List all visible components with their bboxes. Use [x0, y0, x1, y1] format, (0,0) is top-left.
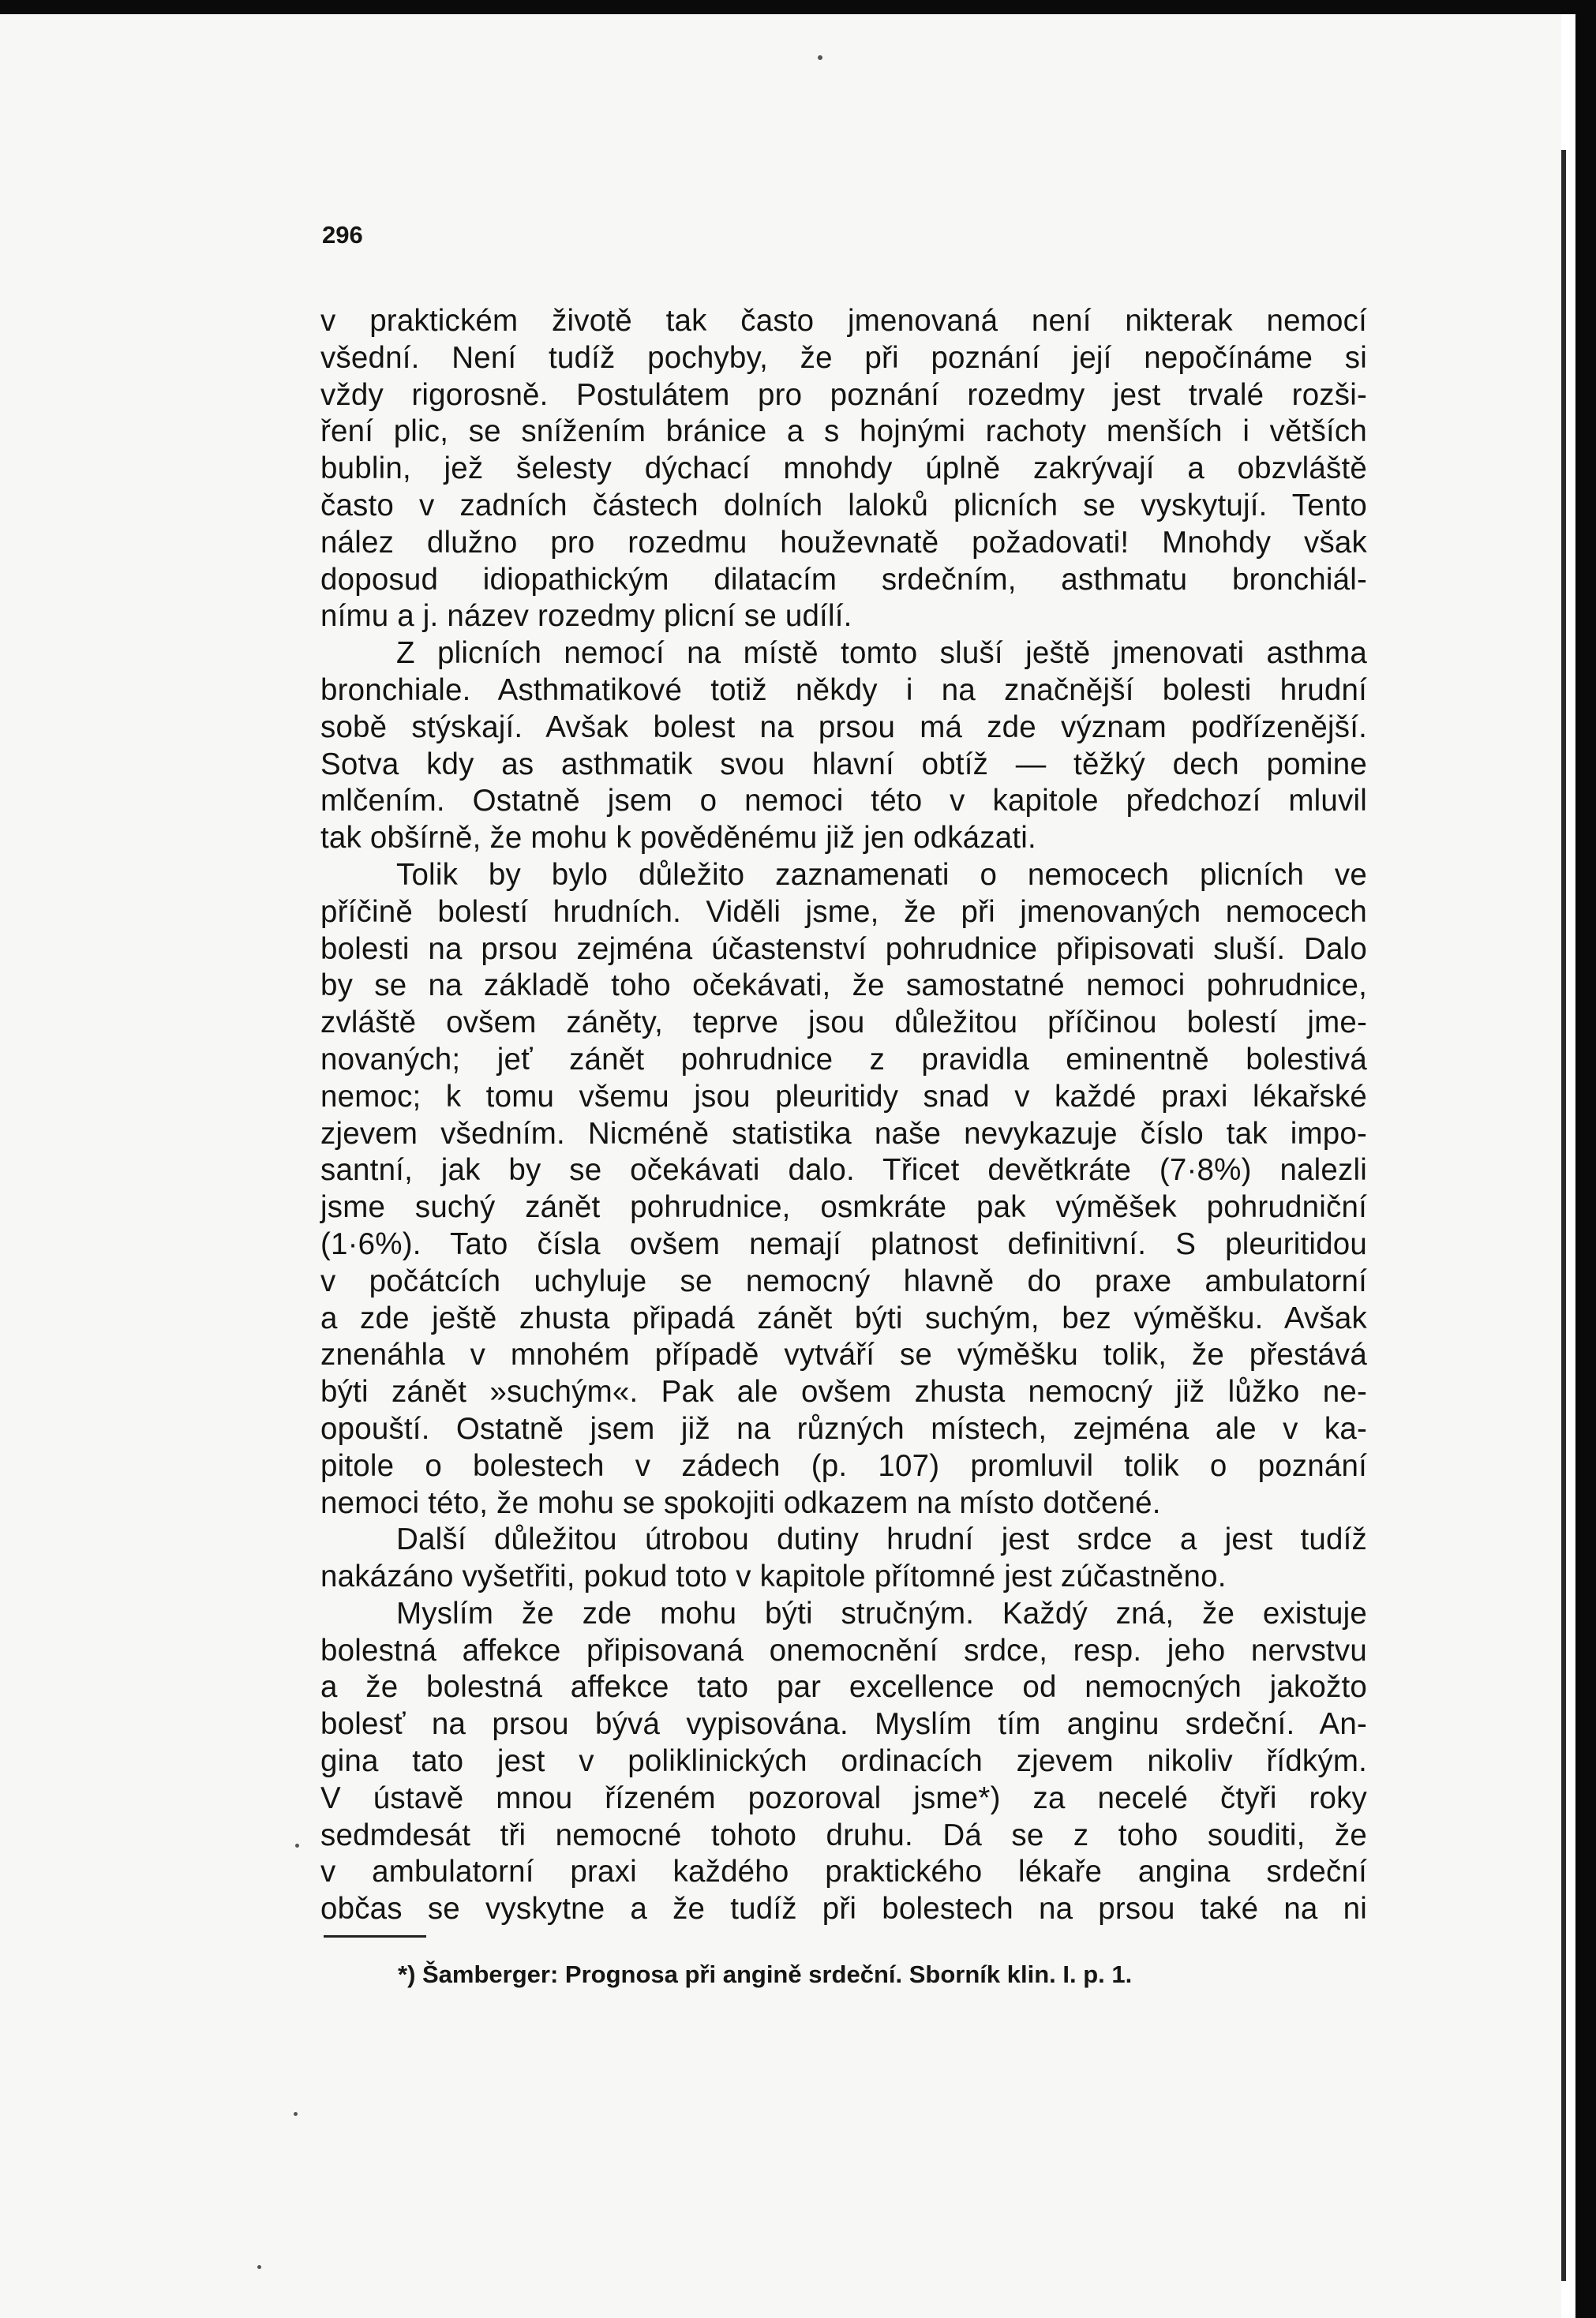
text-line: pitole o bolestech v zádech (p. 107) promluvil tolik o poznání: [320, 1448, 1367, 1483]
text-line: nemoc; k tomu všemu jsou pleuritidy snad v každé praxi lékařské: [320, 1079, 1367, 1114]
text-line: bolesti na prsou zejména účastenství pohrudnice připisovati sluší. Dalo: [320, 931, 1367, 966]
text-line: bublin, jež šelesty dýchací mnohdy úplně zakrývají a obzvláště: [320, 451, 1367, 486]
text-line: znenáhla v mnohém případě vytváří se výměšku tolik, že přestává: [320, 1338, 1367, 1372]
scan-speck: [818, 55, 822, 60]
body-text: [320, 303, 1367, 1928]
scan-speck: [257, 2265, 261, 2269]
text-line: nález dlužno pro rozedmu houževnatě požadovati! Mnohdy však: [320, 525, 1367, 560]
scan-speck: [294, 2112, 298, 2116]
book-page: [0, 14, 1561, 2318]
text-line: nakázáno vyšetřiti, pokud toto v kapitole přítomné jest zúčastněno.: [320, 1560, 1227, 1594]
text-line: občas se vyskytne a že tudíž při bolestech na prsou také na ni: [320, 1892, 1367, 1927]
text-line: Z plicních nemocí na místě tomto sluší ještě jmenovati asthma: [396, 636, 1367, 671]
text-line: novaných; jeť zánět pohrudnice z pravidla eminentně bolestivá: [320, 1042, 1367, 1077]
text-line: zvláště ovšem záněty, teprve jsou důležitou příčinou bolestí jme-: [320, 1005, 1367, 1040]
footnote-rule: [324, 1935, 426, 1938]
text-line: sedmdesát tři nemocné tohoto druhu. Dá se z toho souditi, že: [320, 1818, 1367, 1852]
text-line: jsme suchý zánět pohrudnice, osmkráte pak výměšek pohrudniční: [320, 1190, 1367, 1225]
text-line: tak obšírně, že mohu k pověděnému již jen odkázati.: [320, 821, 1036, 856]
text-line: santní, jak by se očekávati dalo. Třicet devětkráte (7·8%) nalezli: [320, 1153, 1367, 1188]
text-line: (1·6%). Tato čísla ovšem nemají platnost definitivní. S pleuritidou: [320, 1226, 1367, 1261]
text-line: Tolik by bylo důležito zaznamenati o nemocech plicních ve: [396, 857, 1367, 892]
text-line: v ambulatorní praxi každého praktického lékaře angina srdeční: [320, 1855, 1367, 1889]
text-line: vždy rigorosně. Postulátem pro poznání rozedmy jest trvalé rozši-: [320, 377, 1367, 412]
text-line: bolesť na prsou bývá vypisována. Myslím tím anginu srdeční. An-: [320, 1707, 1367, 1742]
text-line: nemoci této, že mohu se spokojiti odkazem na místo dotčené.: [320, 1485, 1161, 1520]
text-line: ření plic, se snížením bránice a s hojnými rachoty menších i větších: [320, 414, 1367, 449]
text-line: V ústavě mnou řízeném pozoroval jsme*) za necelé čtyři roky: [320, 1781, 1367, 1815]
text-line: nímu a j. název rozedmy plicní se udílí.: [320, 599, 852, 634]
text-line: opouští. Ostatně jsem již na různých místech, zejména ale v ka-: [320, 1411, 1367, 1446]
text-line: a zde ještě zhusta připadá zánět býti suchým, bez výměšku. Avšak: [320, 1301, 1367, 1335]
text-line: příčině bolestí hrudních. Viděli jsme, že při jmenovaných nemocech: [320, 894, 1367, 929]
scan-speck: [295, 1844, 299, 1848]
scan-border-top: [0, 0, 1596, 14]
text-line: často v zadních částech dolních laloků plicních se vyskytují. Tento: [320, 488, 1367, 522]
text-line: v praktickém životě tak často jmenovaná není nikterak nemocí: [320, 304, 1367, 338]
text-line: Sotva kdy as asthmatik svou hlavní obtíž — těžký dech pomine: [320, 747, 1367, 781]
scan-border-right: [1575, 0, 1596, 2318]
text-line: a že bolestná affekce tato par excellence od nemocných jakožto: [320, 1670, 1367, 1705]
text-line: sobě stýskají. Avšak bolest na prsou má zde význam podřízenější.: [320, 710, 1367, 744]
text-line: býti zánět »suchým«. Pak ale ovšem zhusta nemocný již lůžko ne-: [320, 1375, 1367, 1410]
text-line: Myslím že zde mohu býti stručným. Každý zná, že existuje: [396, 1596, 1367, 1631]
scan-border-inner-right: [1561, 150, 1566, 2281]
text-line: mlčením. Ostatně jsem o nemoci této v kapitole předchozí mluvil: [320, 784, 1367, 818]
footnote: *) Šamberger: Prognosa při angině srdeční. Sborník klin. I. p. 1.: [398, 1960, 1133, 1988]
text-line: zjevem všedním. Nicméně statistika naše nevykazuje číslo tak impo-: [320, 1116, 1367, 1151]
text-line: v počátcích uchyluje se nemocný hlavně do praxe ambulatorní: [320, 1264, 1367, 1298]
text-line: bronchiale. Asthmatikové totiž někdy i na značnější bolesti hrudní: [320, 672, 1367, 707]
text-line: by se na základě toho očekávati, že samostatné nemoci pohrudnice,: [320, 968, 1367, 1003]
text-line: bolestná affekce připisovaná onemocnění srdce, resp. jeho nervstvu: [320, 1633, 1367, 1668]
page-number: 296: [322, 221, 363, 249]
text-line: všední. Není tudíž pochyby, že při poznání její nepočínáme si: [320, 340, 1367, 375]
text-line: gina tato jest v poliklinických ordinacích zjevem nikoliv řídkým.: [320, 1744, 1367, 1779]
text-line: Další důležitou útrobou dutiny hrudní jest srdce a jest tudíž: [396, 1522, 1367, 1557]
text-line: doposud idiopathickým dilatacím srdečním, asthmatu bronchiál-: [320, 562, 1367, 597]
